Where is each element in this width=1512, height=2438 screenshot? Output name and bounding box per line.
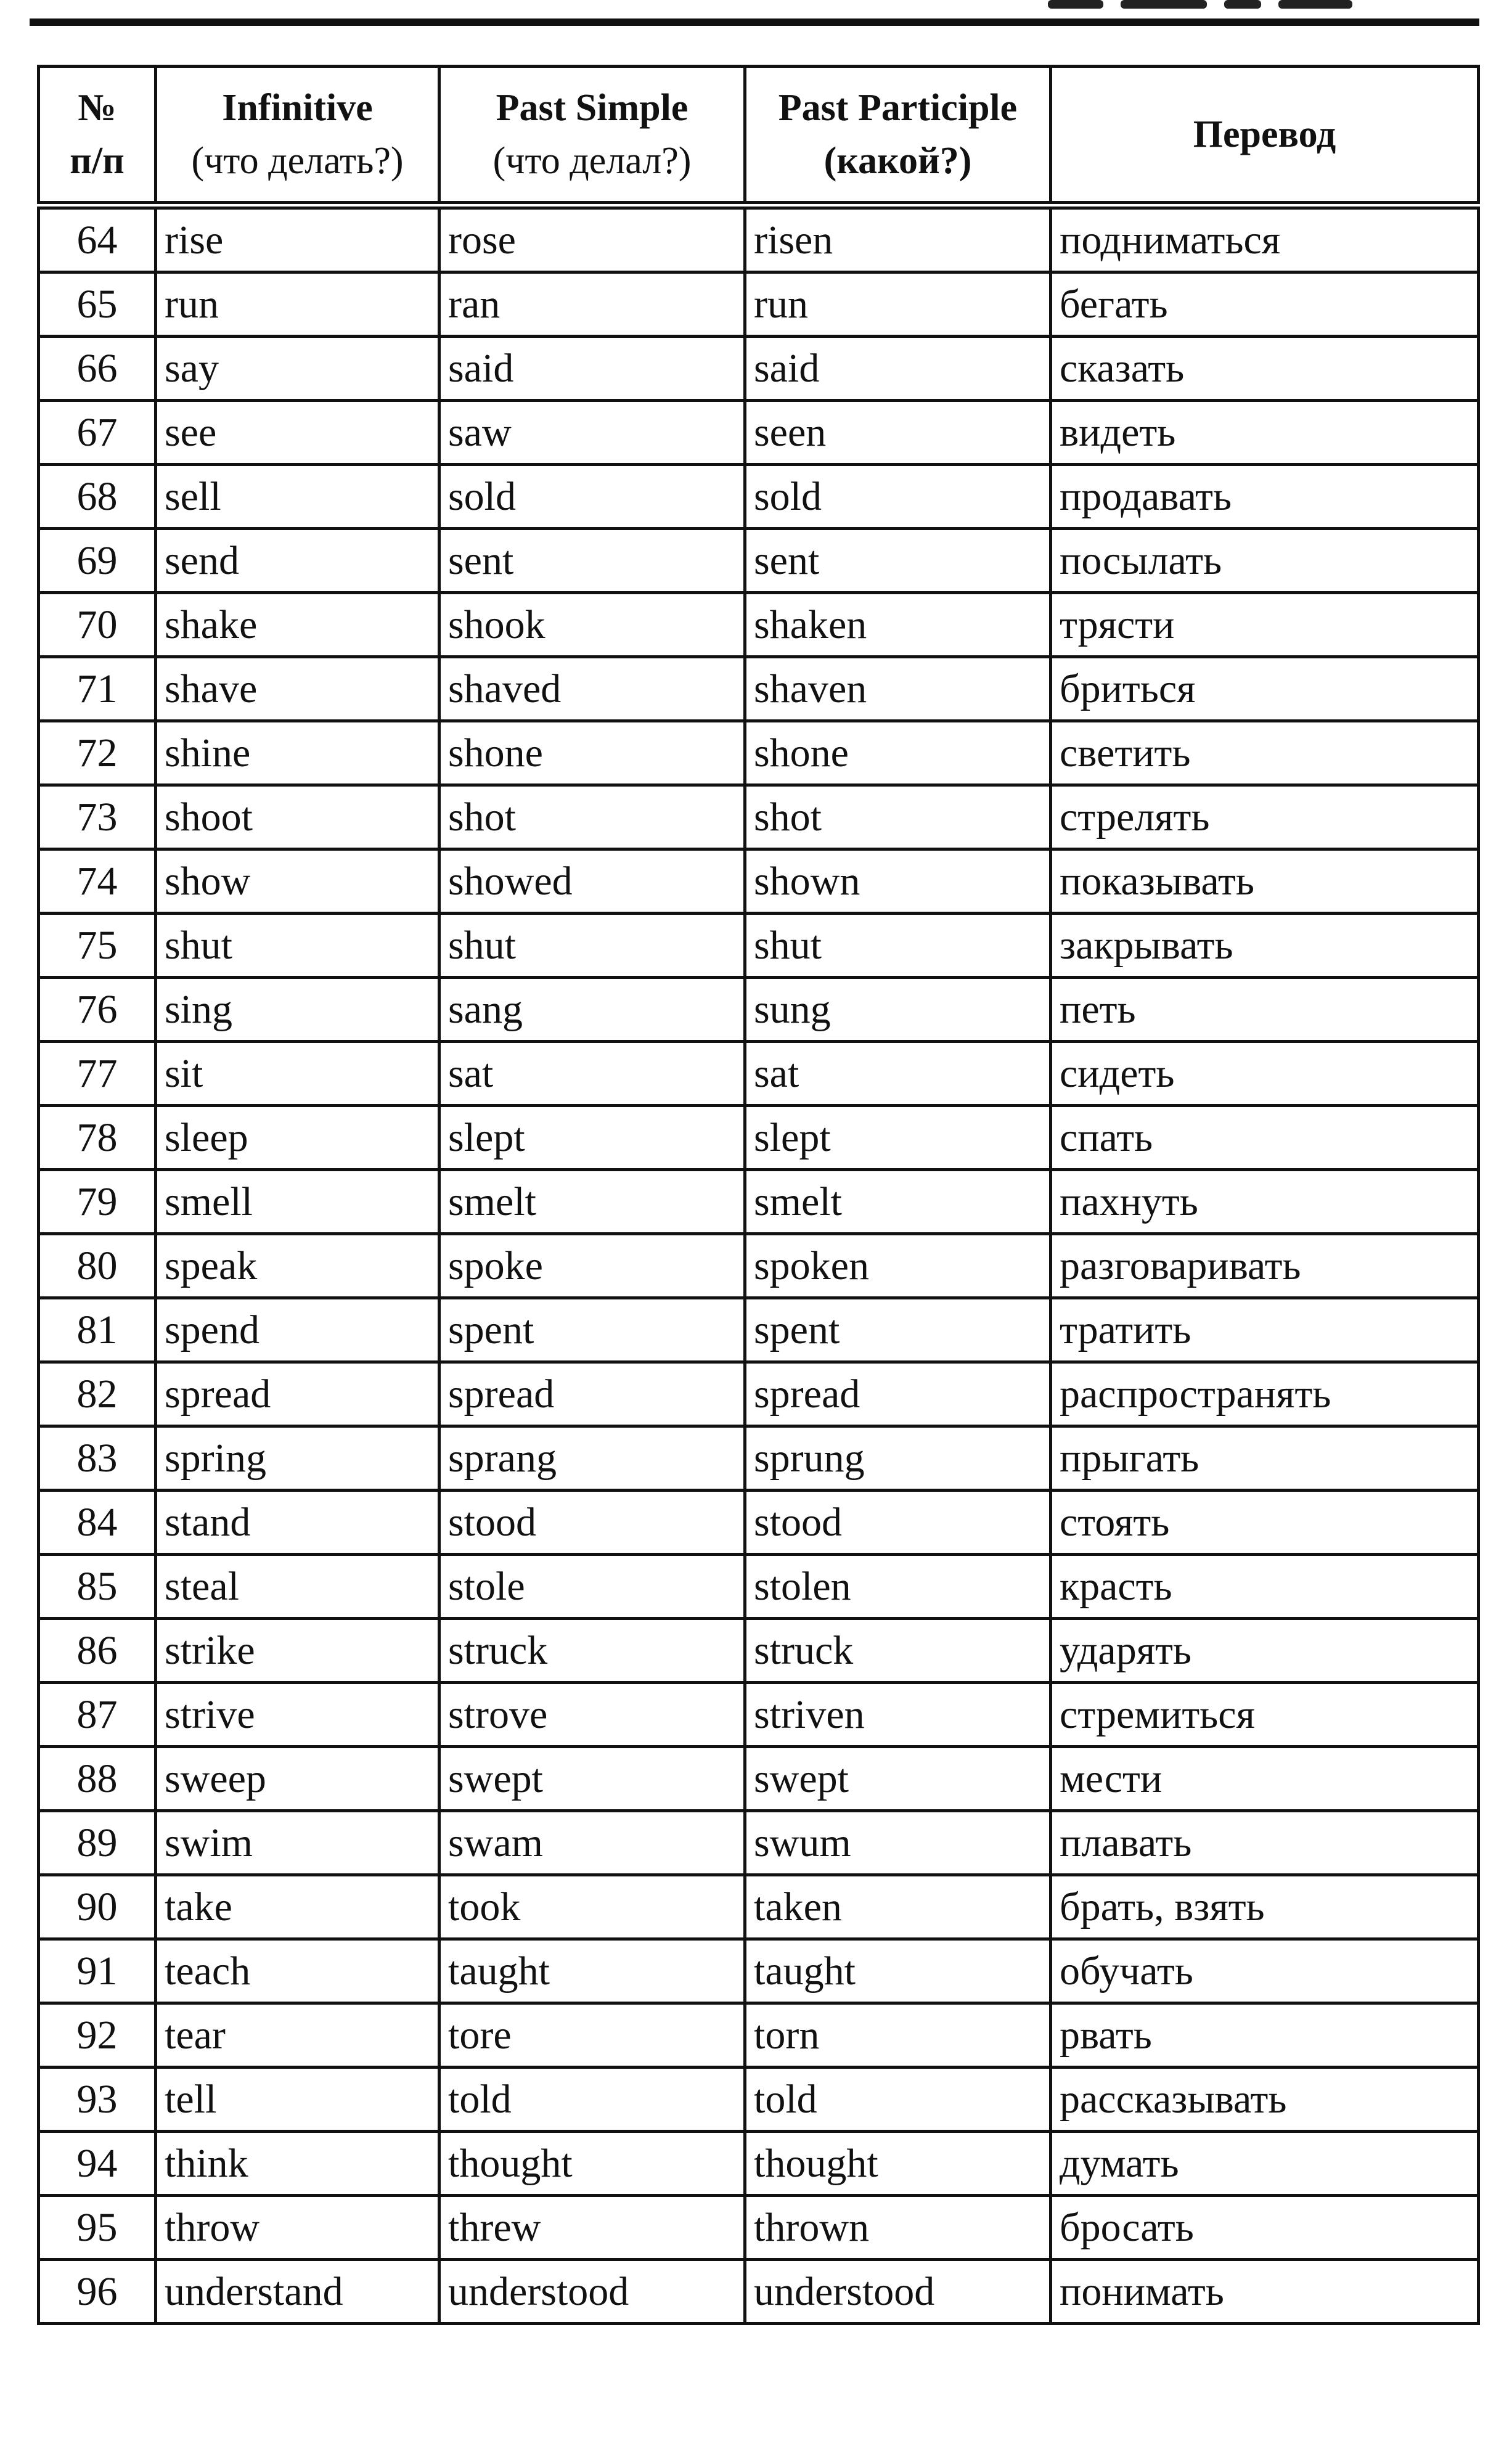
header-past-simple — [439, 67, 745, 206]
table-row — [39, 465, 1479, 529]
cell-past-simple: tore — [439, 2003, 745, 2068]
cell-past-participle: shut — [745, 914, 1051, 978]
cell-translation: сидеть — [1051, 1042, 1479, 1106]
header-past-participle — [745, 67, 1051, 206]
cell-past-participle: spoken — [745, 1234, 1051, 1298]
cell-infinitive: strike — [156, 1619, 439, 1683]
cell-number: 80 — [39, 1234, 156, 1298]
irregular-verbs-table — [37, 65, 1480, 2325]
cell-translation: стрелять — [1051, 785, 1479, 849]
cell-infinitive: tell — [156, 2068, 439, 2132]
cell-translation: рвать — [1051, 2003, 1479, 2068]
cell-number: 72 — [39, 721, 156, 785]
cell-past-participle: struck — [745, 1619, 1051, 1683]
cell-past-participle: stolen — [745, 1555, 1051, 1619]
cell-translation: закрывать — [1051, 914, 1479, 978]
cell-number: 64 — [39, 205, 156, 272]
cell-number: 68 — [39, 465, 156, 529]
table-row — [39, 205, 1479, 272]
cell-past-simple: spent — [439, 1298, 745, 1362]
cell-translation: бегать — [1051, 272, 1479, 337]
cell-past-simple: stood — [439, 1491, 745, 1555]
table-row — [39, 657, 1479, 721]
cell-past-simple: sat — [439, 1042, 745, 1106]
cell-past-participle: shone — [745, 721, 1051, 785]
cell-past-participle: smelt — [745, 1170, 1051, 1234]
cell-infinitive: run — [156, 272, 439, 337]
table-row — [39, 1939, 1479, 2003]
table-row — [39, 2068, 1479, 2132]
cell-number: 66 — [39, 337, 156, 401]
cell-infinitive: throw — [156, 2196, 439, 2260]
table-row — [39, 1106, 1479, 1170]
cell-infinitive: shake — [156, 593, 439, 657]
table-header — [39, 67, 1479, 206]
table-row — [39, 1234, 1479, 1298]
cell-infinitive: show — [156, 849, 439, 914]
cell-infinitive: speak — [156, 1234, 439, 1298]
cell-translation: мести — [1051, 1747, 1479, 1811]
cell-infinitive: spend — [156, 1298, 439, 1362]
cell-past-simple: shaved — [439, 657, 745, 721]
cell-translation: спать — [1051, 1106, 1479, 1170]
cell-past-simple: shone — [439, 721, 745, 785]
header-number-line2: п/п — [70, 140, 125, 182]
cell-past-participle: seen — [745, 401, 1051, 465]
cell-number: 84 — [39, 1491, 156, 1555]
cell-past-simple: stole — [439, 1555, 745, 1619]
cell-infinitive: sit — [156, 1042, 439, 1106]
cell-translation: пахнуть — [1051, 1170, 1479, 1234]
cell-infinitive: sell — [156, 465, 439, 529]
cell-infinitive: stand — [156, 1491, 439, 1555]
cell-past-participle: sung — [745, 978, 1051, 1042]
cell-infinitive: send — [156, 529, 439, 593]
cell-past-simple: spoke — [439, 1234, 745, 1298]
table-row — [39, 337, 1479, 401]
cell-past-simple: sold — [439, 465, 745, 529]
cell-past-participle: risen — [745, 205, 1051, 272]
table-body — [39, 205, 1479, 2324]
table-row — [39, 978, 1479, 1042]
cropped-header-text — [1048, 0, 1430, 14]
cell-translation: стремиться — [1051, 1683, 1479, 1747]
cell-infinitive: see — [156, 401, 439, 465]
cell-number: 86 — [39, 1619, 156, 1683]
cell-translation: обучать — [1051, 1939, 1479, 2003]
cell-past-participle: sprung — [745, 1426, 1051, 1491]
cell-infinitive: spread — [156, 1362, 439, 1426]
cell-infinitive: shoot — [156, 785, 439, 849]
cell-past-participle: shown — [745, 849, 1051, 914]
cell-past-participle: torn — [745, 2003, 1051, 2068]
cell-past-simple: spread — [439, 1362, 745, 1426]
cell-translation: продавать — [1051, 465, 1479, 529]
cell-translation: посылать — [1051, 529, 1479, 593]
cell-infinitive: think — [156, 2132, 439, 2196]
cell-infinitive: say — [156, 337, 439, 401]
cell-translation: стоять — [1051, 1491, 1479, 1555]
table-row — [39, 1491, 1479, 1555]
cell-past-participle: run — [745, 272, 1051, 337]
table-row — [39, 2260, 1479, 2324]
header-translation-title: Перевод — [1193, 113, 1336, 155]
cell-number: 70 — [39, 593, 156, 657]
cell-past-simple: ran — [439, 272, 745, 337]
cell-past-simple: shut — [439, 914, 745, 978]
cell-infinitive: shave — [156, 657, 439, 721]
top-rule — [30, 18, 1479, 26]
cell-past-simple: shot — [439, 785, 745, 849]
cell-past-participle: spread — [745, 1362, 1051, 1426]
cell-past-participle: said — [745, 337, 1051, 401]
table-row — [39, 1042, 1479, 1106]
cell-past-simple: sang — [439, 978, 745, 1042]
cell-past-participle: understood — [745, 2260, 1051, 2324]
table-row — [39, 1747, 1479, 1811]
cell-past-participle: thrown — [745, 2196, 1051, 2260]
cell-number: 95 — [39, 2196, 156, 2260]
cell-number: 75 — [39, 914, 156, 978]
cell-translation: бриться — [1051, 657, 1479, 721]
table-row — [39, 1426, 1479, 1491]
header-infinitive — [156, 67, 439, 206]
cell-number: 91 — [39, 1939, 156, 2003]
cell-infinitive: strive — [156, 1683, 439, 1747]
cell-translation: тратить — [1051, 1298, 1479, 1362]
header-past-simple-sub: (что делал?) — [492, 140, 692, 182]
cell-number: 94 — [39, 2132, 156, 2196]
cell-infinitive: sing — [156, 978, 439, 1042]
table-row — [39, 1875, 1479, 1939]
cell-number: 87 — [39, 1683, 156, 1747]
table-row — [39, 849, 1479, 914]
cell-past-simple: taught — [439, 1939, 745, 2003]
cell-translation: сказать — [1051, 337, 1479, 401]
cell-past-participle: swept — [745, 1747, 1051, 1811]
table-row — [39, 529, 1479, 593]
cell-past-participle: slept — [745, 1106, 1051, 1170]
table-row — [39, 1555, 1479, 1619]
cell-translation: подниматься — [1051, 205, 1479, 272]
cell-translation: светить — [1051, 721, 1479, 785]
cell-infinitive: take — [156, 1875, 439, 1939]
cell-translation: понимать — [1051, 2260, 1479, 2324]
cell-past-participle: stood — [745, 1491, 1051, 1555]
cell-translation: распространять — [1051, 1362, 1479, 1426]
cell-past-simple: threw — [439, 2196, 745, 2260]
table-row — [39, 1683, 1479, 1747]
table-row — [39, 1298, 1479, 1362]
cell-past-simple: saw — [439, 401, 745, 465]
table-row — [39, 272, 1479, 337]
cell-past-simple: swam — [439, 1811, 745, 1875]
cell-infinitive: shut — [156, 914, 439, 978]
cell-number: 67 — [39, 401, 156, 465]
cell-infinitive: tear — [156, 2003, 439, 2068]
cell-number: 71 — [39, 657, 156, 721]
cell-past-simple: shook — [439, 593, 745, 657]
table-row — [39, 1170, 1479, 1234]
table-row — [39, 1362, 1479, 1426]
cell-past-participle: swum — [745, 1811, 1051, 1875]
cell-past-simple: sprang — [439, 1426, 745, 1491]
cell-past-participle: shaken — [745, 593, 1051, 657]
cell-past-simple: understood — [439, 2260, 745, 2324]
cell-infinitive: rise — [156, 205, 439, 272]
cell-infinitive: sleep — [156, 1106, 439, 1170]
cell-past-participle: shot — [745, 785, 1051, 849]
header-number — [39, 67, 156, 206]
table-row — [39, 2003, 1479, 2068]
cell-past-participle: striven — [745, 1683, 1051, 1747]
cell-number: 90 — [39, 1875, 156, 1939]
cell-number: 79 — [39, 1170, 156, 1234]
cell-infinitive: smell — [156, 1170, 439, 1234]
cell-past-simple: said — [439, 337, 745, 401]
cell-translation: плавать — [1051, 1811, 1479, 1875]
cell-number: 74 — [39, 849, 156, 914]
cell-translation: разговаривать — [1051, 1234, 1479, 1298]
cell-number: 76 — [39, 978, 156, 1042]
cell-number: 85 — [39, 1555, 156, 1619]
cell-translation: ударять — [1051, 1619, 1479, 1683]
cell-past-simple: took — [439, 1875, 745, 1939]
cell-past-participle: thought — [745, 2132, 1051, 2196]
cell-number: 65 — [39, 272, 156, 337]
cell-translation: трясти — [1051, 593, 1479, 657]
header-past-participle-sub: (какой?) — [823, 140, 972, 182]
cell-past-simple: rose — [439, 205, 745, 272]
cell-past-participle: shaven — [745, 657, 1051, 721]
cell-number: 69 — [39, 529, 156, 593]
header-number-line1: № — [78, 87, 116, 129]
table-row — [39, 1811, 1479, 1875]
header-past-simple-title: Past Simple — [496, 87, 689, 129]
cell-translation: видеть — [1051, 401, 1479, 465]
cell-number: 78 — [39, 1106, 156, 1170]
cell-number: 88 — [39, 1747, 156, 1811]
cell-infinitive: sweep — [156, 1747, 439, 1811]
cell-number: 77 — [39, 1042, 156, 1106]
cell-past-simple: slept — [439, 1106, 745, 1170]
table-row — [39, 2132, 1479, 2196]
table-row — [39, 1619, 1479, 1683]
cell-past-simple: swept — [439, 1747, 745, 1811]
table-row — [39, 2196, 1479, 2260]
cell-past-simple: smelt — [439, 1170, 745, 1234]
cell-number: 92 — [39, 2003, 156, 2068]
table-row — [39, 401, 1479, 465]
cell-number: 82 — [39, 1362, 156, 1426]
cell-infinitive: shine — [156, 721, 439, 785]
cell-translation: рассказывать — [1051, 2068, 1479, 2132]
cell-past-simple: sent — [439, 529, 745, 593]
cell-translation: брать, взять — [1051, 1875, 1479, 1939]
table-row — [39, 593, 1479, 657]
cell-past-simple: strove — [439, 1683, 745, 1747]
cell-past-participle: told — [745, 2068, 1051, 2132]
cell-infinitive: steal — [156, 1555, 439, 1619]
cell-infinitive: spring — [156, 1426, 439, 1491]
cell-past-participle: sat — [745, 1042, 1051, 1106]
cell-past-participle: sold — [745, 465, 1051, 529]
cell-number: 96 — [39, 2260, 156, 2324]
cell-infinitive: understand — [156, 2260, 439, 2324]
header-past-participle-title: Past Participle — [778, 87, 1018, 129]
cell-translation: показывать — [1051, 849, 1479, 914]
cell-past-participle: taken — [745, 1875, 1051, 1939]
cell-number: 89 — [39, 1811, 156, 1875]
cell-translation: думать — [1051, 2132, 1479, 2196]
cell-past-participle: taught — [745, 1939, 1051, 2003]
cell-past-participle: sent — [745, 529, 1051, 593]
cell-past-simple: told — [439, 2068, 745, 2132]
table-row — [39, 785, 1479, 849]
cell-number: 83 — [39, 1426, 156, 1491]
cell-number: 81 — [39, 1298, 156, 1362]
cell-infinitive: teach — [156, 1939, 439, 2003]
header-translation — [1051, 67, 1479, 206]
cell-translation: красть — [1051, 1555, 1479, 1619]
cell-translation: петь — [1051, 978, 1479, 1042]
cell-translation: бросать — [1051, 2196, 1479, 2260]
cell-number: 73 — [39, 785, 156, 849]
header-infinitive-title: Infinitive — [222, 87, 373, 129]
cell-past-simple: showed — [439, 849, 745, 914]
cell-number: 93 — [39, 2068, 156, 2132]
table-row — [39, 914, 1479, 978]
header-infinitive-sub: (что делать?) — [191, 140, 404, 182]
cell-past-simple: thought — [439, 2132, 745, 2196]
cell-past-participle: spent — [745, 1298, 1051, 1362]
table-row — [39, 721, 1479, 785]
cell-past-simple: struck — [439, 1619, 745, 1683]
cell-translation: прыгать — [1051, 1426, 1479, 1491]
cell-infinitive: swim — [156, 1811, 439, 1875]
